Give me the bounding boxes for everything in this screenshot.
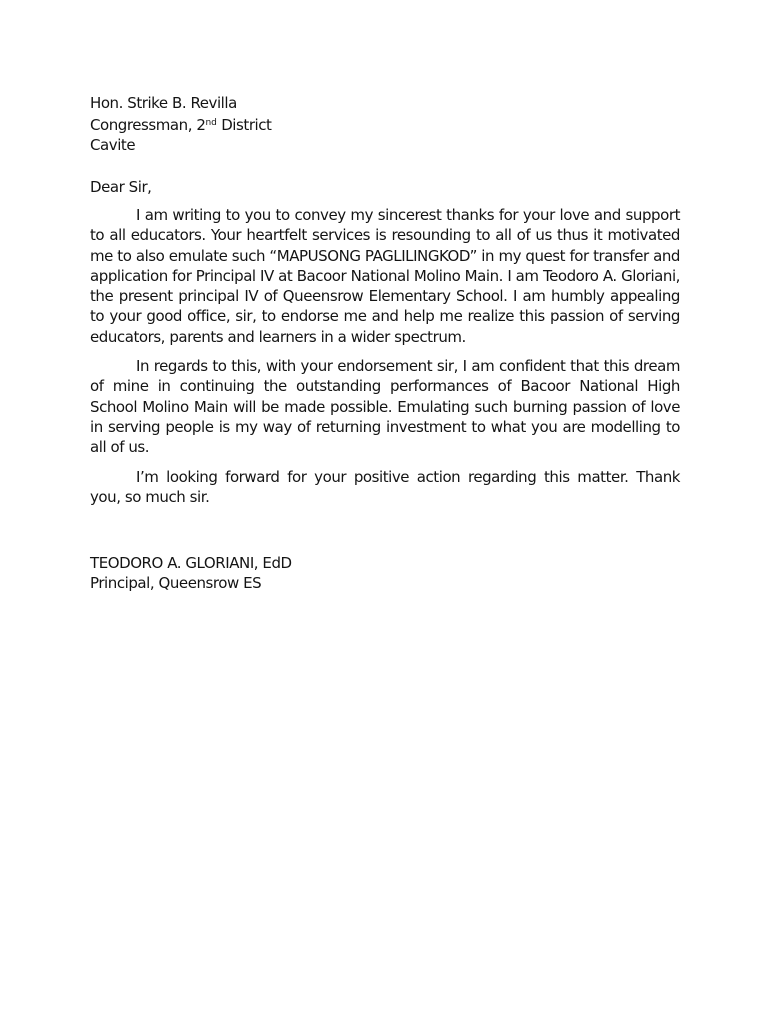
signature-block xyxy=(90,553,680,593)
body-paragraph-3: I’m looking forward for your positive action regarding this matter. Thank you, so much sir. xyxy=(90,467,680,506)
body-paragraph-1: I am writing to you to convey my sincerest thanks for your love and support to all educators. Your heartfelt services is resounding to all of us thus it motivated me to also emulate such “MAPUSONG PAGLILINGKOD” in my quest for transfer and application for Principal IV at Bacoor National Molino Main. I am Teodoro A. Gloriani, the present principal IV of Queensrow Elementary School. I am humbly appealing to your good office, sir, to endorse me and help me realize this passion of serving educators, parents and learners in a wider spectrum. xyxy=(90,206,680,346)
recipient-place: Cavite xyxy=(90,136,136,154)
signature-title: Principal, Queensrow ES xyxy=(90,574,262,593)
signature-name: TEODORO A. GLORIANI, EdD xyxy=(90,554,292,573)
recipient-name: Hon. Strike B. Revilla xyxy=(90,94,237,112)
recipient-position-prefix: Congressman, 2 xyxy=(90,116,206,134)
recipient-position-suffix: District xyxy=(216,116,272,134)
body-paragraph-2: In regards to this, with your endorsement sir, I am confident that this dream of mine in continuing the outstanding performances of Bacoor National High School Molino Main will be made possible. Emulating such burning passion of love in serving people is my way of returning investment to what you are modelling to all of us. xyxy=(90,357,680,457)
recipient-address xyxy=(90,93,680,155)
salutation: Dear Sir, xyxy=(90,178,152,196)
recipient-position xyxy=(90,113,680,135)
letter-page xyxy=(90,93,680,593)
recipient-position-ordinal: nd xyxy=(205,118,217,128)
